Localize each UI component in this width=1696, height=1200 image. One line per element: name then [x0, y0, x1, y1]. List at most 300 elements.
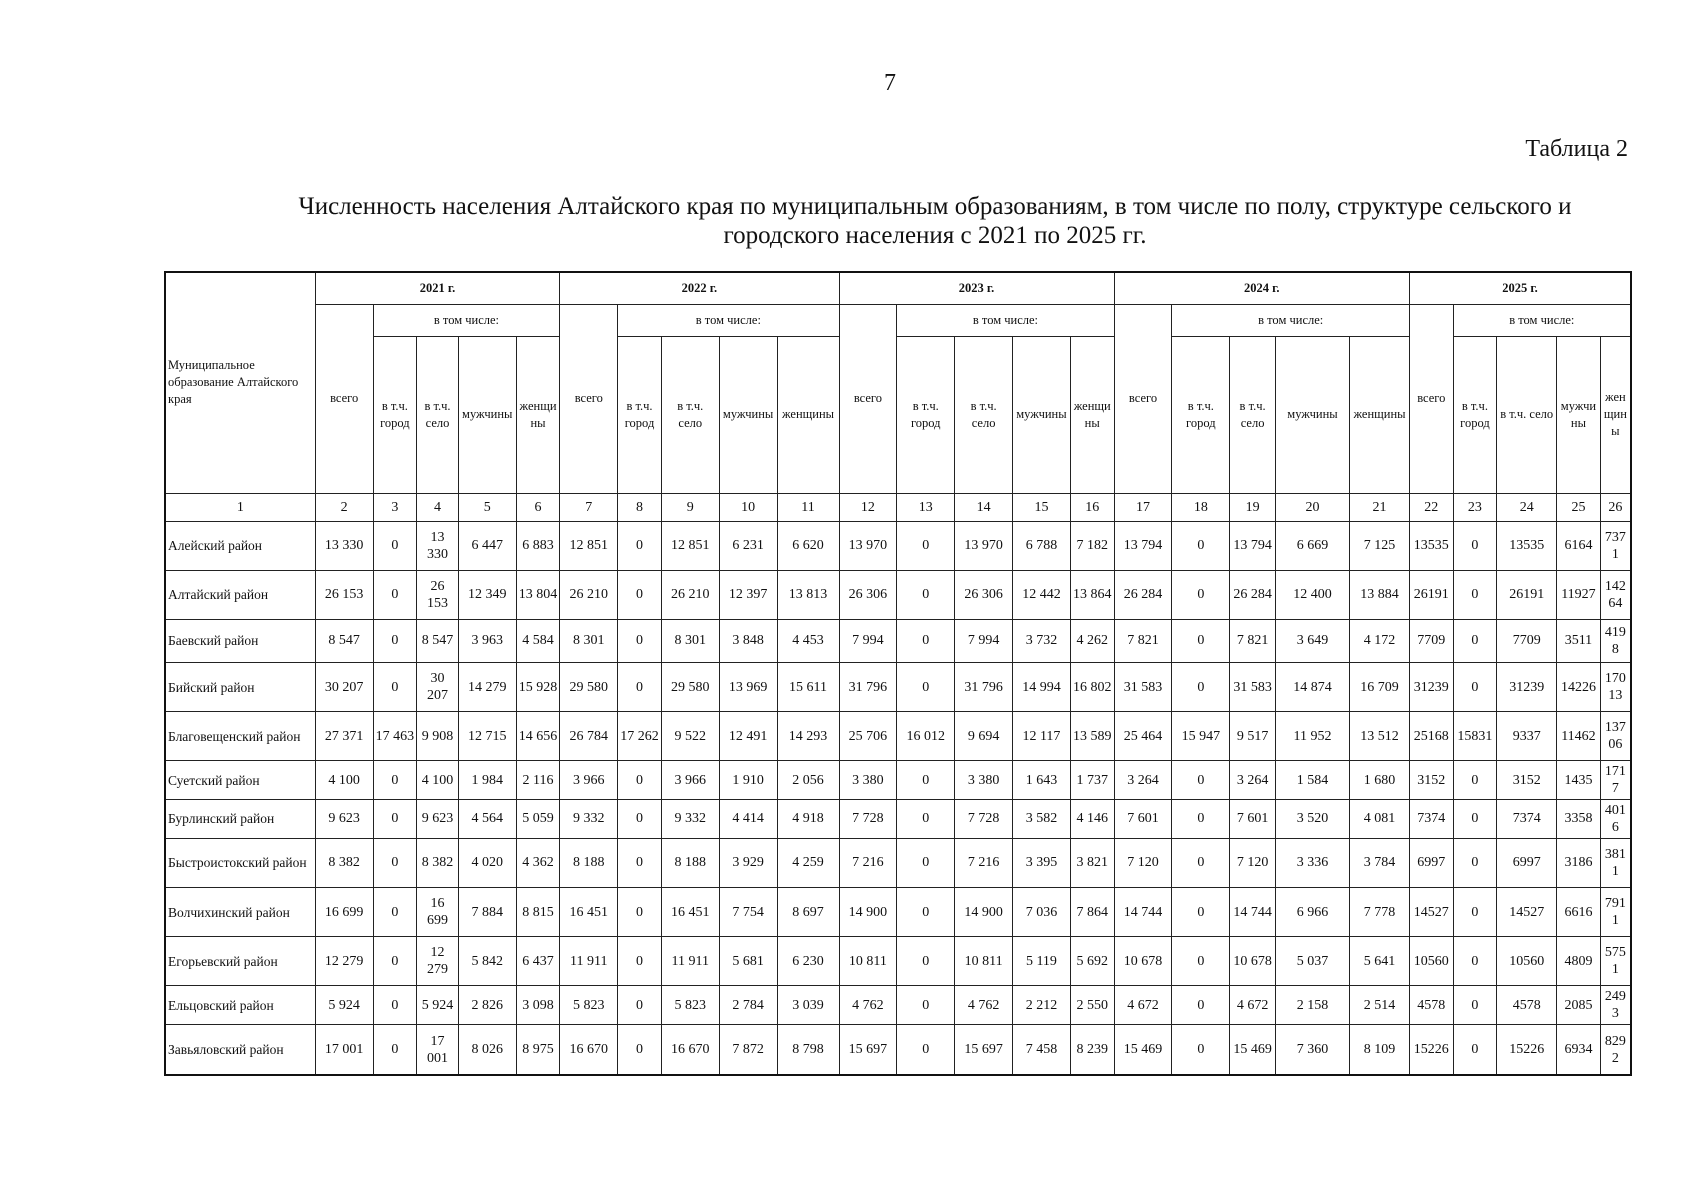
- value-cell: 16 699: [315, 887, 373, 936]
- year-2023-header: 2023 г.: [839, 272, 1114, 304]
- value-cell: 31 583: [1114, 662, 1172, 711]
- value-cell: 4 672: [1114, 986, 1172, 1025]
- value-cell: 15 947: [1172, 712, 1230, 761]
- value-cell: 0: [1172, 937, 1230, 986]
- value-cell: 0: [1453, 937, 1497, 986]
- village-2022-header: в т.ч. село: [661, 336, 719, 493]
- value-cell: 3 929: [719, 838, 777, 887]
- including-2024-header: в том числе:: [1172, 304, 1410, 336]
- value-cell: 0: [897, 662, 955, 711]
- total-2021-header: всего: [315, 304, 373, 493]
- table-row: [165, 761, 1631, 800]
- value-cell: 1 910: [719, 761, 777, 800]
- value-cell: 0: [1172, 521, 1230, 570]
- value-cell: 6 966: [1275, 887, 1349, 936]
- value-cell: 11 911: [560, 937, 618, 986]
- value-cell: 8 109: [1350, 1025, 1410, 1075]
- table-row: [165, 712, 1631, 761]
- value-cell: 15 928: [516, 662, 560, 711]
- table-row: [165, 1025, 1631, 1075]
- municipality-name-cell: Бийский район: [165, 662, 315, 711]
- municipality-name-cell: Алтайский район: [165, 570, 315, 619]
- value-cell: 7 884: [458, 887, 516, 936]
- value-cell: 10560: [1497, 937, 1557, 986]
- value-cell: 8 239: [1070, 1025, 1114, 1075]
- men-2021-header: мужчины: [458, 336, 516, 493]
- value-cell: 0: [897, 570, 955, 619]
- municipality-name-cell: Алейский район: [165, 521, 315, 570]
- value-cell: 26 306: [839, 570, 897, 619]
- value-cell: 31239: [1409, 662, 1453, 711]
- value-cell: 4 564: [458, 800, 516, 839]
- value-cell: 12 491: [719, 712, 777, 761]
- value-cell: 7 360: [1275, 1025, 1349, 1075]
- value-cell: 17 262: [618, 712, 662, 761]
- men-2024-header: мужчины: [1275, 336, 1349, 493]
- municipality-name-cell: Быстроистокский район: [165, 838, 315, 887]
- value-cell: 0: [373, 761, 417, 800]
- value-cell: 4 762: [839, 986, 897, 1025]
- value-cell: 6 437: [516, 937, 560, 986]
- value-cell: 6 620: [777, 521, 839, 570]
- value-cell: 4016: [1600, 800, 1631, 839]
- value-cell: 6997: [1497, 838, 1557, 887]
- value-cell: 4578: [1409, 986, 1453, 1025]
- value-cell: 7 778: [1350, 887, 1410, 936]
- value-cell: 4 918: [777, 800, 839, 839]
- value-cell: 0: [897, 761, 955, 800]
- value-cell: 4 100: [417, 761, 459, 800]
- village-2024-header: в т.ч. село: [1230, 336, 1276, 493]
- municipality-name-cell: Суетский район: [165, 761, 315, 800]
- value-cell: 11927: [1557, 570, 1601, 619]
- value-cell: 8 382: [315, 838, 373, 887]
- value-cell: 17 001: [315, 1025, 373, 1075]
- value-cell: 0: [1453, 1025, 1497, 1075]
- value-cell: 0: [618, 800, 662, 839]
- value-cell: 13 884: [1350, 570, 1410, 619]
- value-cell: 0: [897, 937, 955, 986]
- including-2021-header: в том числе:: [373, 304, 560, 336]
- value-cell: 13 330: [417, 521, 459, 570]
- value-cell: 8 697: [777, 887, 839, 936]
- value-cell: 3 520: [1275, 800, 1349, 839]
- column-number: 5: [458, 493, 516, 521]
- value-cell: 3 264: [1114, 761, 1172, 800]
- women-2025-header: женщины: [1600, 336, 1631, 493]
- value-cell: 17 001: [417, 1025, 459, 1075]
- value-cell: 12 400: [1275, 570, 1349, 619]
- column-number: 19: [1230, 493, 1276, 521]
- value-cell: 14 293: [777, 712, 839, 761]
- year-2024-header: 2024 г.: [1114, 272, 1409, 304]
- value-cell: 8292: [1600, 1025, 1631, 1075]
- value-cell: 2 826: [458, 986, 516, 1025]
- value-cell: 14 744: [1114, 887, 1172, 936]
- value-cell: 9 517: [1230, 712, 1276, 761]
- value-cell: 0: [897, 887, 955, 936]
- value-cell: 6616: [1557, 887, 1601, 936]
- column-number: 6: [516, 493, 560, 521]
- value-cell: 11462: [1557, 712, 1601, 761]
- value-cell: 2 212: [1013, 986, 1071, 1025]
- value-cell: 8 301: [661, 620, 719, 663]
- value-cell: 7911: [1600, 887, 1631, 936]
- value-cell: 6934: [1557, 1025, 1601, 1075]
- value-cell: 0: [618, 838, 662, 887]
- value-cell: 2 550: [1070, 986, 1114, 1025]
- value-cell: 5 823: [661, 986, 719, 1025]
- value-cell: 14 874: [1275, 662, 1349, 711]
- value-cell: 0: [618, 887, 662, 936]
- value-cell: 8 301: [560, 620, 618, 663]
- value-cell: 3358: [1557, 800, 1601, 839]
- value-cell: 3 098: [516, 986, 560, 1025]
- value-cell: 26 284: [1230, 570, 1276, 619]
- year-2025-header: 2025 г.: [1409, 272, 1631, 304]
- value-cell: 0: [1172, 800, 1230, 839]
- value-cell: 9 522: [661, 712, 719, 761]
- value-cell: 3 966: [560, 761, 618, 800]
- value-cell: 13 330: [315, 521, 373, 570]
- municipality-name-cell: Бурлинский район: [165, 800, 315, 839]
- value-cell: 14226: [1557, 662, 1601, 711]
- table-row: [165, 662, 1631, 711]
- value-cell: 3 039: [777, 986, 839, 1025]
- value-cell: 14527: [1409, 887, 1453, 936]
- city-2025-header: в т.ч. город: [1453, 336, 1497, 493]
- table-row: [165, 521, 1631, 570]
- value-cell: 3 784: [1350, 838, 1410, 887]
- column-number: 11: [777, 493, 839, 521]
- population-table: [164, 271, 1632, 1076]
- column-number: 15: [1013, 493, 1071, 521]
- value-cell: 4 081: [1350, 800, 1410, 839]
- value-cell: 15 469: [1230, 1025, 1276, 1075]
- value-cell: 0: [1172, 838, 1230, 887]
- value-cell: 3186: [1557, 838, 1601, 887]
- value-cell: 0: [1453, 838, 1497, 887]
- value-cell: 3 732: [1013, 620, 1071, 663]
- value-cell: 29 580: [661, 662, 719, 711]
- value-cell: 13 804: [516, 570, 560, 619]
- value-cell: 1 584: [1275, 761, 1349, 800]
- value-cell: 0: [1172, 761, 1230, 800]
- value-cell: 30 207: [315, 662, 373, 711]
- value-cell: 9 623: [417, 800, 459, 839]
- value-cell: 0: [1172, 887, 1230, 936]
- value-cell: 7 994: [955, 620, 1013, 663]
- value-cell: 13 794: [1230, 521, 1276, 570]
- value-cell: 3 336: [1275, 838, 1349, 887]
- value-cell: 0: [1453, 986, 1497, 1025]
- value-cell: 15 469: [1114, 1025, 1172, 1075]
- value-cell: 13706: [1600, 712, 1631, 761]
- women-2021-header: женщины: [516, 336, 560, 493]
- value-cell: 4809: [1557, 937, 1601, 986]
- value-cell: 0: [373, 570, 417, 619]
- value-cell: 15 697: [839, 1025, 897, 1075]
- value-cell: 0: [618, 986, 662, 1025]
- value-cell: 16 451: [560, 887, 618, 936]
- value-cell: 0: [1453, 761, 1497, 800]
- value-cell: 8 815: [516, 887, 560, 936]
- value-cell: 14 656: [516, 712, 560, 761]
- table-row: [165, 620, 1631, 663]
- column-number: 3: [373, 493, 417, 521]
- value-cell: 7374: [1409, 800, 1453, 839]
- value-cell: 15226: [1497, 1025, 1557, 1075]
- value-cell: 30 207: [417, 662, 459, 711]
- value-cell: 5 119: [1013, 937, 1071, 986]
- value-cell: 16 709: [1350, 662, 1410, 711]
- value-cell: 0: [897, 521, 955, 570]
- value-cell: 7709: [1409, 620, 1453, 663]
- column-number: 7: [560, 493, 618, 521]
- value-cell: 13 970: [839, 521, 897, 570]
- value-cell: 26 153: [315, 570, 373, 619]
- value-cell: 26 784: [560, 712, 618, 761]
- value-cell: 0: [373, 838, 417, 887]
- city-2022-header: в т.ч. город: [618, 336, 662, 493]
- value-cell: 0: [1453, 800, 1497, 839]
- value-cell: 2 116: [516, 761, 560, 800]
- women-2023-header: женщины: [1070, 336, 1114, 493]
- value-cell: 0: [897, 986, 955, 1025]
- table-row: [165, 570, 1631, 619]
- column-number: 2: [315, 493, 373, 521]
- value-cell: 25 706: [839, 712, 897, 761]
- value-cell: 25 464: [1114, 712, 1172, 761]
- municipality-name-cell: Егорьевский район: [165, 937, 315, 986]
- men-2025-header: мужчины: [1557, 336, 1601, 493]
- value-cell: 0: [618, 521, 662, 570]
- value-cell: 14264: [1600, 570, 1631, 619]
- value-cell: 3 963: [458, 620, 516, 663]
- value-cell: 13 864: [1070, 570, 1114, 619]
- value-cell: 12 715: [458, 712, 516, 761]
- value-cell: 10 811: [839, 937, 897, 986]
- value-cell: 5751: [1600, 937, 1631, 986]
- village-2021-header: в т.ч. село: [417, 336, 459, 493]
- value-cell: 3 395: [1013, 838, 1071, 887]
- municipality-name-cell: Благовещенский район: [165, 712, 315, 761]
- value-cell: 0: [618, 620, 662, 663]
- value-cell: 8 188: [560, 838, 618, 887]
- value-cell: 26 210: [560, 570, 618, 619]
- value-cell: 17013: [1600, 662, 1631, 711]
- value-cell: 8 547: [417, 620, 459, 663]
- value-cell: 13 969: [719, 662, 777, 711]
- value-cell: 0: [618, 937, 662, 986]
- value-cell: 4 020: [458, 838, 516, 887]
- value-cell: 3 582: [1013, 800, 1071, 839]
- value-cell: 14 900: [955, 887, 1013, 936]
- value-cell: 13535: [1497, 521, 1557, 570]
- value-cell: 3 821: [1070, 838, 1114, 887]
- including-2022-header: в том числе:: [618, 304, 839, 336]
- column-number: 13: [897, 493, 955, 521]
- value-cell: 1717: [1600, 761, 1631, 800]
- municipality-name-cell: Ельцовский район: [165, 986, 315, 1025]
- value-cell: 5 641: [1350, 937, 1410, 986]
- value-cell: 12 442: [1013, 570, 1071, 619]
- value-cell: 12 397: [719, 570, 777, 619]
- value-cell: 31 583: [1230, 662, 1276, 711]
- value-cell: 1435: [1557, 761, 1601, 800]
- value-cell: 0: [1453, 662, 1497, 711]
- value-cell: 11 952: [1275, 712, 1349, 761]
- value-cell: 2 158: [1275, 986, 1349, 1025]
- value-cell: 13 794: [1114, 521, 1172, 570]
- column-number: 20: [1275, 493, 1349, 521]
- value-cell: 16 451: [661, 887, 719, 936]
- table-row: [165, 800, 1631, 839]
- value-cell: 10 678: [1114, 937, 1172, 986]
- value-cell: 7 458: [1013, 1025, 1071, 1075]
- value-cell: 14527: [1497, 887, 1557, 936]
- value-cell: 0: [373, 1025, 417, 1075]
- value-cell: 0: [618, 761, 662, 800]
- value-cell: 3 966: [661, 761, 719, 800]
- value-cell: 7374: [1497, 800, 1557, 839]
- value-cell: 7 601: [1230, 800, 1276, 839]
- city-2024-header: в т.ч. город: [1172, 336, 1230, 493]
- value-cell: 5 924: [315, 986, 373, 1025]
- value-cell: 26 210: [661, 570, 719, 619]
- table-row: [165, 937, 1631, 986]
- value-cell: 7371: [1600, 521, 1631, 570]
- value-cell: 4578: [1497, 986, 1557, 1025]
- value-cell: 2 784: [719, 986, 777, 1025]
- value-cell: 13 813: [777, 570, 839, 619]
- table-header: [165, 272, 1631, 521]
- value-cell: 4 172: [1350, 620, 1410, 663]
- value-cell: 13 970: [955, 521, 1013, 570]
- value-cell: 10560: [1409, 937, 1453, 986]
- value-cell: 0: [373, 986, 417, 1025]
- column-number: 22: [1409, 493, 1453, 521]
- year-2022-header: 2022 г.: [560, 272, 839, 304]
- value-cell: 1 984: [458, 761, 516, 800]
- year-2021-header: 2021 г.: [315, 272, 560, 304]
- value-cell: 29 580: [560, 662, 618, 711]
- value-cell: 26 153: [417, 570, 459, 619]
- column-number: 26: [1600, 493, 1631, 521]
- column-number: 4: [417, 493, 459, 521]
- men-2022-header: мужчины: [719, 336, 777, 493]
- women-2024-header: женщины: [1350, 336, 1410, 493]
- value-cell: 31239: [1497, 662, 1557, 711]
- city-2023-header: в т.ч. город: [897, 336, 955, 493]
- value-cell: 15 611: [777, 662, 839, 711]
- value-cell: 0: [1453, 887, 1497, 936]
- value-cell: 4 262: [1070, 620, 1114, 663]
- value-cell: 0: [1172, 1025, 1230, 1075]
- value-cell: 4 414: [719, 800, 777, 839]
- value-cell: 5 823: [560, 986, 618, 1025]
- value-cell: 8 382: [417, 838, 459, 887]
- table-label: Таблица 2: [1525, 136, 1628, 162]
- column-number: 10: [719, 493, 777, 521]
- value-cell: 12 279: [315, 937, 373, 986]
- value-cell: 1 737: [1070, 761, 1114, 800]
- value-cell: 13535: [1409, 521, 1453, 570]
- value-cell: 8 798: [777, 1025, 839, 1075]
- value-cell: 9 332: [661, 800, 719, 839]
- value-cell: 7 821: [1230, 620, 1276, 663]
- value-cell: 7 728: [955, 800, 1013, 839]
- value-cell: 7 120: [1230, 838, 1276, 887]
- value-cell: 4 146: [1070, 800, 1114, 839]
- value-cell: 7 728: [839, 800, 897, 839]
- value-cell: 0: [373, 521, 417, 570]
- value-cell: 0: [373, 937, 417, 986]
- value-cell: 26191: [1409, 570, 1453, 619]
- value-cell: 7 864: [1070, 887, 1114, 936]
- value-cell: 26191: [1497, 570, 1557, 619]
- value-cell: 11 911: [661, 937, 719, 986]
- including-2025-header: в том числе:: [1453, 304, 1631, 336]
- value-cell: 27 371: [315, 712, 373, 761]
- value-cell: 0: [618, 662, 662, 711]
- total-2025-header: всего: [1409, 304, 1453, 493]
- value-cell: 14 994: [1013, 662, 1071, 711]
- total-2024-header: всего: [1114, 304, 1172, 493]
- value-cell: 13 512: [1350, 712, 1410, 761]
- value-cell: 3 649: [1275, 620, 1349, 663]
- value-cell: 6 230: [777, 937, 839, 986]
- value-cell: 16 012: [897, 712, 955, 761]
- value-cell: 0: [897, 620, 955, 663]
- value-cell: 6 669: [1275, 521, 1349, 570]
- column-number-row: [165, 493, 1631, 521]
- village-2025-header: в т.ч. село: [1497, 336, 1557, 493]
- value-cell: 0: [897, 1025, 955, 1075]
- municipality-name-cell: Завьяловский район: [165, 1025, 315, 1075]
- value-cell: 3 380: [955, 761, 1013, 800]
- value-cell: 8 975: [516, 1025, 560, 1075]
- value-cell: 0: [618, 1025, 662, 1075]
- city-2021-header: в т.ч. город: [373, 336, 417, 493]
- total-2023-header: всего: [839, 304, 897, 493]
- value-cell: 7 821: [1114, 620, 1172, 663]
- women-2022-header: женщины: [777, 336, 839, 493]
- value-cell: 3152: [1409, 761, 1453, 800]
- value-cell: 7 125: [1350, 521, 1410, 570]
- column-number: 21: [1350, 493, 1410, 521]
- value-cell: 31 796: [839, 662, 897, 711]
- value-cell: 15831: [1453, 712, 1497, 761]
- value-cell: 2 056: [777, 761, 839, 800]
- value-cell: 6997: [1409, 838, 1453, 887]
- value-cell: 10 811: [955, 937, 1013, 986]
- table-row: [165, 887, 1631, 936]
- value-cell: 0: [1172, 570, 1230, 619]
- value-cell: 26 306: [955, 570, 1013, 619]
- value-cell: 0: [1172, 620, 1230, 663]
- column-number: 25: [1557, 493, 1601, 521]
- value-cell: 12 349: [458, 570, 516, 619]
- value-cell: 8 547: [315, 620, 373, 663]
- value-cell: 12 279: [417, 937, 459, 986]
- value-cell: 15226: [1409, 1025, 1453, 1075]
- value-cell: 3 264: [1230, 761, 1276, 800]
- including-2023-header: в том числе:: [897, 304, 1114, 336]
- value-cell: 3811: [1600, 838, 1631, 887]
- value-cell: 3152: [1497, 761, 1557, 800]
- value-cell: 7 872: [719, 1025, 777, 1075]
